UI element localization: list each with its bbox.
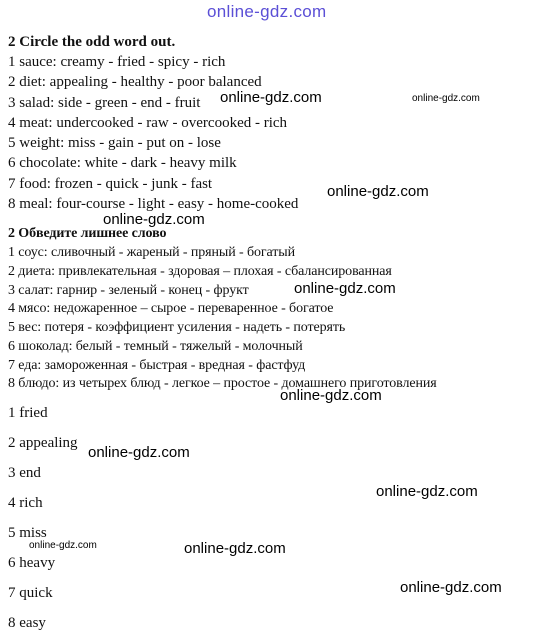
exercise-heading-en: 2 Circle the odd word out. — [8, 34, 176, 50]
exercise-item-ru-1: 1 соус: сливочный - жареный - пряный - богатый — [8, 245, 295, 260]
watermark: online-gdz.com — [220, 89, 322, 106]
exercise-item-en-5: 5 weight: miss - gain - put on - lose — [8, 135, 221, 151]
answer-8: 8 easy — [8, 615, 46, 631]
exercise-item-en-1: 1 sauce: creamy - fried - spicy - rich — [8, 54, 226, 70]
exercise-item-ru-2: 2 диета: привлекательная - здоровая – плохая - сбалансированная — [8, 264, 392, 279]
watermark: online-gdz.com — [88, 444, 190, 461]
exercise-heading-ru: 2 Обведите лишнее слово — [8, 226, 167, 241]
exercise-item-ru-6: 6 шоколад: белый - темный - тяжелый - молочный — [8, 339, 303, 354]
watermark-top: online-gdz.com — [207, 2, 327, 21]
watermark: online-gdz.com — [29, 540, 97, 551]
watermark: online-gdz.com — [327, 183, 429, 200]
exercise-item-ru-5: 5 вес: потеря - коэффициент усиления - надеть - потерять — [8, 320, 346, 335]
watermark: online-gdz.com — [376, 483, 478, 500]
watermark: online-gdz.com — [280, 387, 382, 404]
watermark: online-gdz.com — [184, 540, 286, 557]
exercise-item-en-2: 2 diet: appealing - healthy - poor balanced — [8, 74, 262, 90]
exercise-item-en-7: 7 food: frozen - quick - junk - fast — [8, 176, 213, 192]
watermark: online-gdz.com — [294, 280, 396, 297]
exercise-item-en-3: 3 salad: side - green - end - fruit — [8, 95, 201, 111]
exercise-item-en-8: 8 meal: four-course - light - easy - home-cooked — [8, 196, 299, 212]
answer-3: 3 end — [8, 465, 41, 481]
answer-5: 5 miss — [8, 525, 47, 541]
exercise-item-ru-3: 3 салат: гарнир - зеленый - конец - фрукт — [8, 283, 249, 298]
watermark: online-gdz.com — [412, 93, 480, 104]
answer-6: 6 heavy — [8, 555, 56, 571]
answer-1: 1 fried — [8, 405, 48, 421]
exercise-item-ru-8: 8 блюдо: из четырех блюд - легкое – простое - домашнего приготовления — [8, 376, 437, 391]
answer-2: 2 appealing — [8, 435, 78, 451]
answer-4: 4 rich — [8, 495, 43, 511]
exercise-item-ru-7: 7 еда: замороженная - быстрая - вредная - фастфуд — [8, 358, 306, 373]
exercise-item-en-4: 4 meat: undercooked - raw - overcooked - rich — [8, 115, 288, 131]
answer-7: 7 quick — [8, 585, 53, 601]
exercise-item-en-6: 6 chocolate: white - dark - heavy milk — [8, 155, 237, 171]
watermark: online-gdz.com — [103, 211, 205, 228]
exercise-item-ru-4: 4 мясо: недожаренное – сырое - переваренное - богатое — [8, 301, 334, 316]
watermark: online-gdz.com — [400, 579, 502, 596]
